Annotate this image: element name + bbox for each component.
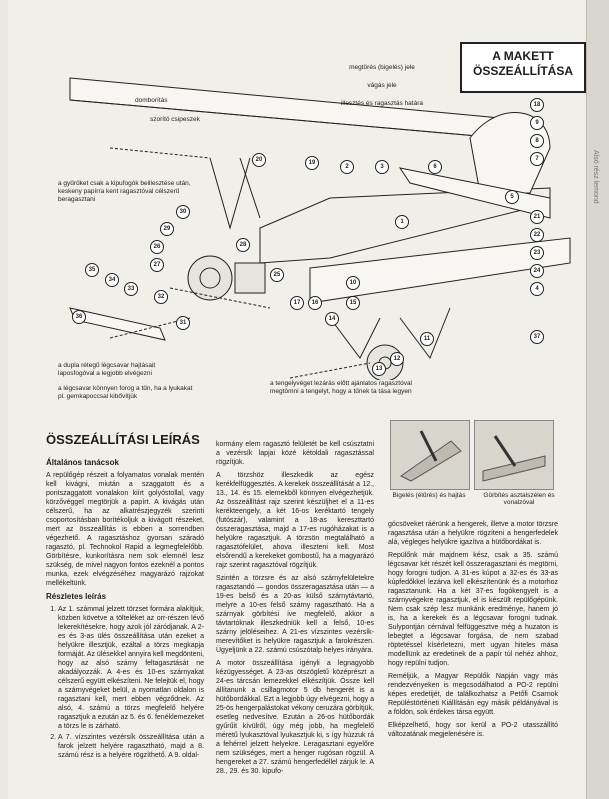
label-legcsavar2: a légcsavar könnyen forog a tűn, ha a lyukakat pl. gemkapoccsal kibővítjük: [58, 385, 198, 401]
part-number: 30: [176, 205, 190, 219]
part-number: 16: [308, 296, 322, 310]
col2-p4: A motor összeállítása igényli a legnagyobb kézügyességet. A 23-as ötszögletű középrészt a 24-es tárcsán lemezekkel elkészítjük. Össze kell állítanunk a csillagmotor 5 db hengerét is a hütőbordákkal. Ezt a legjobb úgy elvégezni, hogy a 25-ös hengerpalástokat vékony ceruzára görbítjük, esetleg nedvesítve. Ezután a 26-os hütőbordák gyűrűit kívülről, úgy még jobb, ha megfelelő méretű lyukasztóval lyukasztjuk ki, s így húzzuk rá a fehérrel jelzett helyekre. Leragasztani egyelőre nem szükséges, mert a henger rugósan rögzül. A hengereket a 27. számú hengerfedéllel zárjuk le. A 28., 29. és 30. kipufo-: [216, 660, 374, 775]
col2-p1: kormány elem ragasztó felületét be kell csúsztatni a vezérsík lapjai közé kétoldali ragasztással rögzítjük.: [216, 441, 374, 466]
part-number: 18: [530, 98, 544, 112]
part-number: 31: [176, 316, 190, 330]
col3-p2: Repülőnk már majdnem kész, csak a 35. számú légcsavar két részét kell összeragasztani és megtörni, hogy forogni tudjon. A 31-es kúpot a 32-es és 33-as kúpfedőkkel lezárva kell elkészítenünk és a motorhoz ragasztanunk. Ha a két 37-es fogókengyelt is a szárnyvégekre ragasztjuk, el is készült repülőgépünk. Nem csak szép lesz munkánk eredménye, hanem jó is, ha a kerekek és a légcsavar forogni tudnak. Sulypontján cérnával felfüggesztve még a huzaton is lebegtet a légcsavar forgása, de nem szabad röptetéssel kísérletezni, mert ugyan hiteles mása modellünk az eredetinek de a papír túl nehéz ahhoz, hogy repülni tudjon.: [388, 552, 558, 667]
part-number: 15: [346, 296, 360, 310]
margin-note: Alsó rész lemond: [592, 150, 599, 204]
part-number: 29: [160, 222, 174, 236]
part-number: 27: [150, 258, 164, 272]
part-number: 36: [72, 310, 86, 324]
part-number: 10: [346, 276, 360, 290]
part-number: 35: [85, 263, 99, 277]
general-heading: Általános tanácsok: [46, 458, 119, 467]
part-number: 11: [420, 332, 434, 346]
label-domboritas: domborítás: [135, 97, 168, 104]
photo1-caption: Bigelés (élűrés) és hajtás: [392, 492, 466, 499]
part-number: 17: [290, 296, 304, 310]
photo-bigeles: [390, 420, 470, 490]
label-gyuru: a gyűrűket csak a kipufogók beillesztése után, keskeny papírra kent ragasztóval célszerű beragasztani: [58, 180, 196, 204]
photo-gorbites: [474, 420, 554, 490]
part-number: 24: [530, 264, 544, 278]
col2-p3: Szintén a törzsre és az alsó szárnyfelületekre ragasztandó — gondos összeragasztása után — a 19-es belső és a 20-as külső szárnytávtartó, melyre a 10-es felső szárny ragasztható. Ha a szárnyak görbítési ive megfelelő, akkor a távtartóknak illeszkedniük kell a felső, 10-es szárny jelöléseihez. A 21-es vízszintes vezérsík-merevítőket is helyükre ragasztjuk a farokrészen. Ügyeljünk a 22. számú csúszótalp helyes irányára.: [216, 575, 374, 654]
part-number: 23: [530, 246, 544, 260]
photo2-caption: Görbítés asztalszélen és vonalzóval: [483, 492, 555, 506]
part-number: 13: [372, 362, 386, 376]
label-tengely: a tengelyvéget lezárás előtt ajánlatos ragasztóval megtömni a tengelyt, hogy a tűnek ta tása legyen: [270, 380, 420, 396]
step-2: 2. A 7. vízszintes vezérsík összeállítása után a farok jelzett helyére ragasztható, majd a 8. számú rész is a helyére rögzíthető. A 9. oldal-: [58, 733, 204, 760]
part-number: 37: [530, 330, 544, 344]
col3-p1: gócsöveket ráérünk a hengerek, illetve a motor törzsre ragasztása után a helyükre rögzíteni a hengerfedelek alá, végleges helyükre igazítva a hütőbordákat is.: [388, 521, 558, 546]
column-3: [388, 520, 558, 743]
part-number: 34: [105, 273, 119, 287]
legend: [312, 48, 452, 106]
label-szorito: szorító csipeszek: [150, 116, 200, 123]
part-number: 14: [325, 312, 339, 326]
part-number: 19: [305, 156, 319, 170]
legend-fold: megtörés (bigelés) jele: [349, 64, 415, 71]
part-number: 32: [154, 290, 168, 304]
part-number: 4: [530, 282, 544, 296]
column-1: [46, 458, 204, 762]
part-number: 8: [530, 134, 544, 148]
part-number: 33: [124, 282, 138, 296]
part-number: 26: [150, 240, 164, 254]
part-number: 1: [395, 215, 409, 229]
label-legcsavar: a dupla rétegű légcsavar hajtásait laposfogóval a legjobb elvégezni: [58, 362, 188, 378]
part-number: 3: [375, 160, 389, 174]
page-edge: [586, 0, 609, 799]
detailed-heading: Részletes leírás: [46, 592, 107, 601]
part-number: 28: [236, 238, 250, 252]
column-2: [216, 440, 374, 780]
part-number: 6: [428, 160, 442, 174]
col2-p2: A törzshöz illeszkedik az egész kerékfelfüggesztés. A kerekek összeállítását a 12., 13., 14. és 15. elemekből könnyen elvégezhetjük. Az összeállítást rajz szerint készüljhet el a 11-es kerékteengely, a két 16-os keréktartó tengely (futószár), valamint a 18-as kereszttartó összeragasztása, majd a 17-es rugóházakat is a helyükre ragasztjuk. A törzsön megtalálható a ragasztófelület, ahova illeszteni kell. Most elsőrendű a kerekeket gombostű, ha a magyarázó rajz szerint ragasztóval rögzítjük.: [216, 472, 374, 569]
legend-cut: vágás jele: [367, 82, 397, 89]
general-text: A repülőgép részeit a folyamatos vonalak mentén kell kivágni, miután a szaggatott és a pontszaggatott vonalakon kiírt golyóstollal, vagy körzővéggel megtörjük a papírt. A kivágás után célszerű, ha az alkatrészjegyzék szerinti csoportosításban borítékoljuk a kivágott részeket, mert az összeállítás is ebben a sorrendben végezhető. A ragasztáshoz gyorsan száradó ragasztó, pl. Technokol Rapid a legmegfelelőbb. Görbítésre, kunkorításra nem sok elemnél lesz szükség, de mivel nagyon fontos ezeknél a pontos munka, ezek elvégzéséhez magyarázó rajzokat mellékeltünk.: [46, 472, 204, 587]
step-1: 1. Az 1. számmal jelzett törzset formára alakítjuk, közben követve a tölteléket az orr-részen lévő lekerekítésekre, hogy azok jól záródjanak. A 2-es és 3-as ülés összeállítása után ezeket a helyükre illesztjük, ezáltal a törzs megkapja formáját. Az ülésekkel annyira kell megdönteni, hogy az alsó szárny feltagasztását ne akadályozzák. A 4-es és 10-es szárnyakat célszerű együtt elkészíteni. Ne felejtük el, hogy a szárnyvégeket belül, a nyomatlan oldalon is ragasztani kell, mert ebben végződnek. Az alsó, 4. számú a törzs megfelelő helyére ragasztjuk a ezután az 5. és 6. fenéklemezeket a törzs le is zárható.: [58, 605, 204, 731]
part-number: 5: [505, 190, 519, 204]
part-number: 9: [530, 116, 544, 130]
part-number: 12: [390, 352, 404, 366]
legend-glue: illesztés és ragasztás határa: [340, 100, 423, 107]
part-number: 7: [530, 152, 544, 166]
diagram-title: [460, 42, 586, 93]
part-number: 2: [340, 160, 354, 174]
part-number: 22: [530, 228, 544, 242]
article-title: ÖSSZEÁLLÍTÁSI LEÍRÁS: [46, 432, 200, 447]
col3-p3: Reméljük, a Magyar Repülők Napján vagy más rendezvényeken is megcsodálhatod a PO-2 repülni képes eredetijét, de találkozhatsz a Petőfi Csarnok Repüléstörténeti Kiállításán egy másik példányával is a földön, sok érdekes társa együtt.: [388, 673, 558, 716]
part-number: 21: [530, 210, 544, 224]
part-number: 25: [270, 268, 284, 282]
diagram-title-line2: ÖSSZEÁLLÍTÁSA: [472, 64, 573, 78]
part-number: 20: [252, 153, 266, 167]
col3-p4: Elképzelhető, hogy sor kerül a PO-2 utasszállító változatának megjelenésére is.: [388, 722, 558, 738]
diagram-title-line1: A MAKETT: [492, 49, 554, 63]
